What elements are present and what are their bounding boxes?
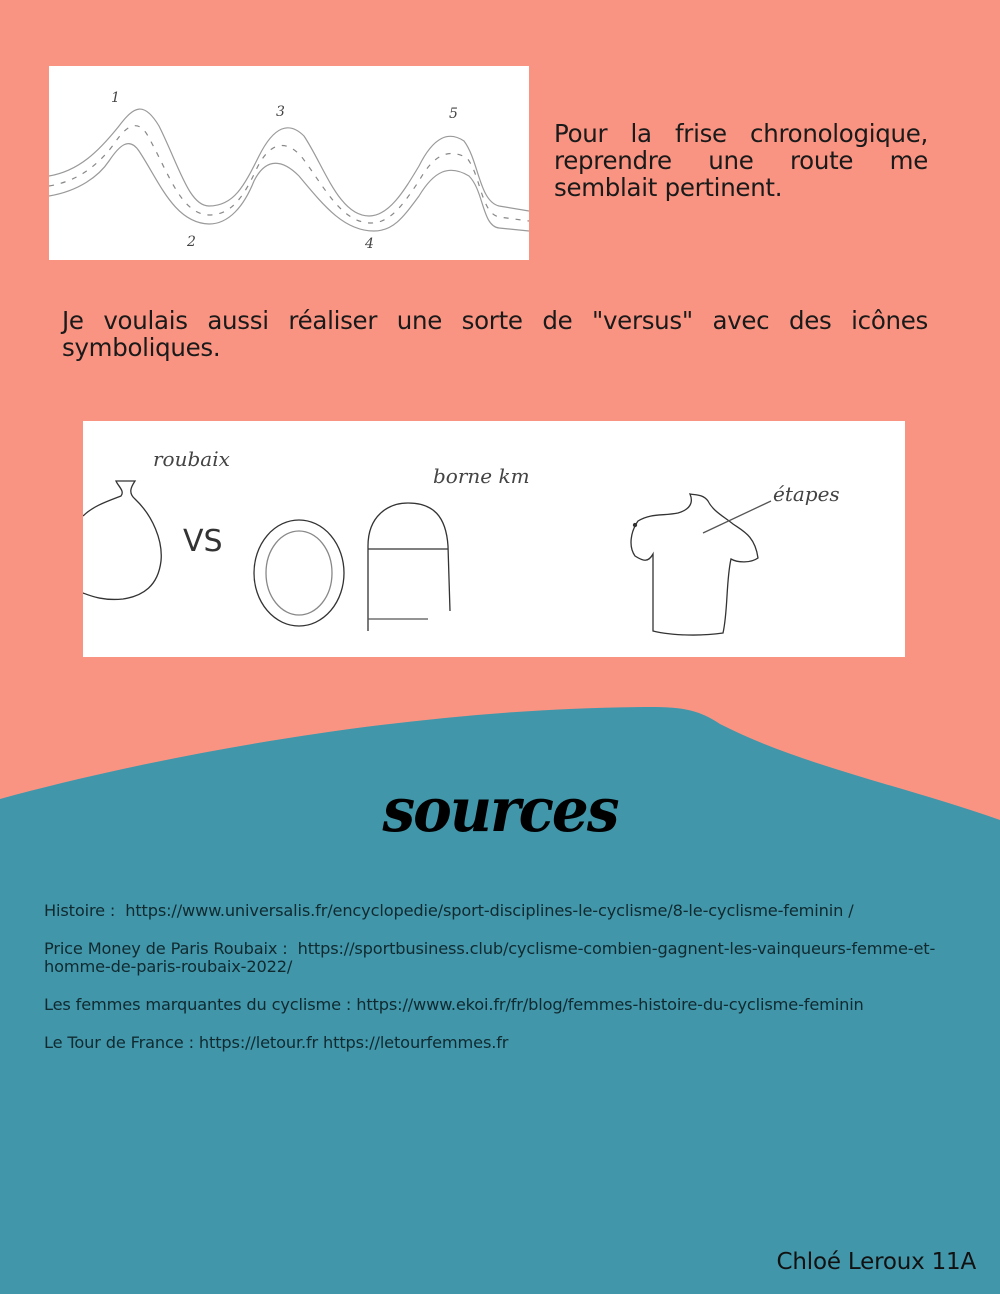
source-link[interactable]: https://www.ekoi.fr/fr/blog/femmes-histoire-du-cyclisme-feminin [356, 995, 864, 1014]
versus-icons-sketch [83, 421, 905, 657]
intro-paragraph: Pour la frise chronologique, reprendre une route me semblait pertinent. [554, 119, 928, 202]
milestone-5: 5 [449, 106, 458, 122]
source-item-tour-de-france [44, 1034, 944, 1052]
source-item-histoire [44, 902, 944, 920]
label-etapes: étapes [773, 482, 840, 506]
bag-icon [83, 481, 161, 599]
sources-heading: sources [382, 774, 618, 846]
winding-road-illustration [49, 66, 529, 260]
source-label: Histoire : [44, 901, 116, 920]
milestone-4: 4 [365, 236, 374, 252]
jersey-icon [631, 494, 771, 635]
sources-list [44, 902, 944, 1072]
label-vs: VS [183, 524, 223, 559]
source-label: Les femmes marquantes du cyclisme : [44, 995, 352, 1014]
source-item-femmes-marquantes [44, 996, 944, 1014]
source-label: Price Money de Paris Roubaix : [44, 939, 288, 958]
milestone-3: 3 [276, 104, 285, 120]
kilometer-marker-icon [368, 503, 450, 631]
source-label: Le Tour de France : [44, 1033, 194, 1052]
road-timeline-sketch [49, 66, 529, 260]
source-link[interactable]: https://www.universalis.fr/encyclopedie/sport-disciplines-le-cyclisme/8-le-cyclisme-feminin / [125, 901, 854, 920]
label-borne-km: borne km [433, 464, 530, 488]
milestone-2: 2 [187, 234, 196, 250]
source-item-price-money [44, 940, 944, 976]
label-roubaix: roubaix [153, 447, 230, 471]
milestone-1: 1 [111, 90, 120, 106]
source-link[interactable]: https://letour.fr https://letourfemmes.fr [198, 1033, 509, 1052]
versus-paragraph: Je voulais aussi réaliser une sorte de "versus" avec des icônes symboliques. [62, 306, 928, 362]
author-signature: Chloé Leroux 11A [776, 1249, 976, 1275]
cobblestone-icon [254, 520, 344, 626]
source-link[interactable]: https://sportbusiness.club/cyclisme-combien-gagnent-les-vainqueurs-femme-et-homme-de-paris-roubaix-2022/ [44, 939, 936, 976]
